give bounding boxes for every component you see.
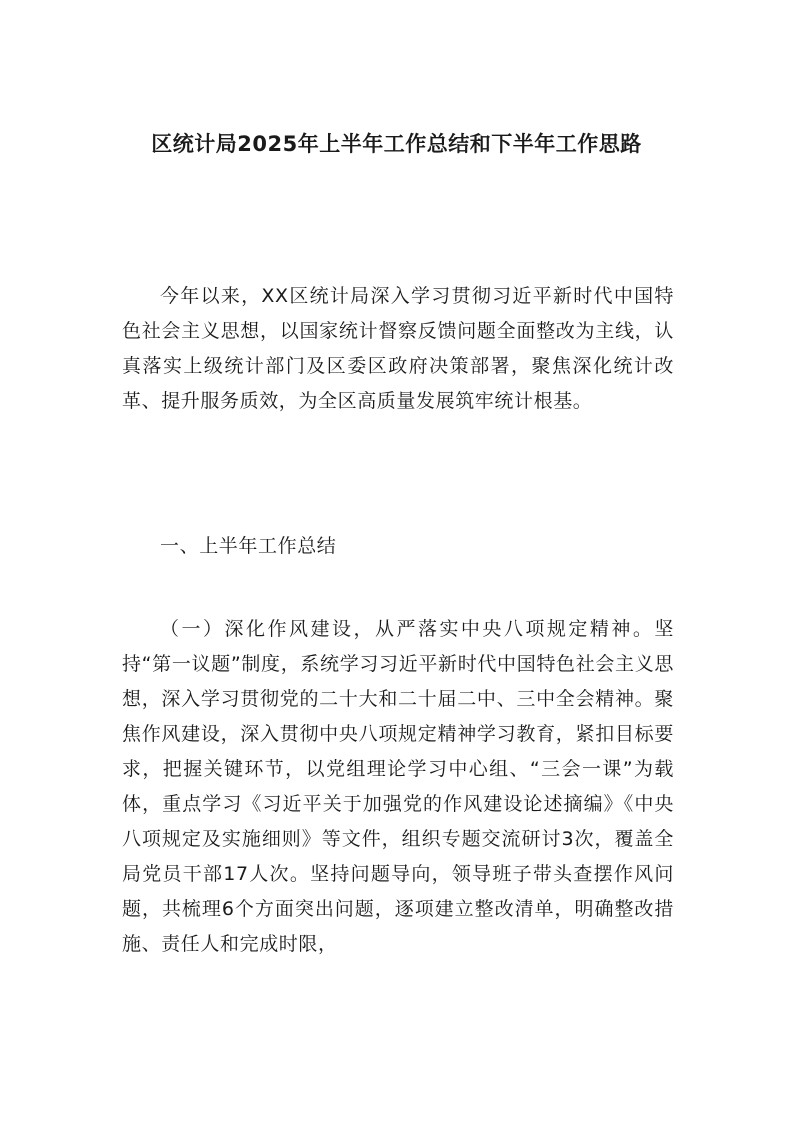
body-paragraph: （一）深化作风建设，从严落实中央八项规定精神。坚持“第一议题”制度，系统学习习近平新时代中国特色社会主义思想，深入学习贯彻党的二十大和二十届二中、三中全会精神。聚焦作风建设，深入贯彻中央八项规定精神学习教育，紧扣目标要求，把握关键环节，以党组理论学习中心组、“三会一课”为载体，重点学习《习近平关于加强党的作风建设论述摘编》《中央八项规定及实施细则》等文件，组织专题交流研讨3次，覆盖全局党员干部17人次。坚持问题导向，领导班子带头查摆作风问题，共梳理6个方面突出问题，逐项建立整改清单，明确整改措施、责任人和完成时限， [122,618,674,955]
document-title: 区统计局2025年上半年工作总结和下半年工作思路 [151,132,642,156]
section-heading: 一、上半年工作总结 [160,535,337,557]
intro-paragraph: 今年以来，XX区统计局深入学习贯彻习近平新时代中国特色社会主义思想，以国家统计督察反馈问题全面整改为主线，认真落实上级统计部门及区委区政府决策部署，聚焦深化统计改革、提升服务质效，为全区高质量发展筑牢统计根基。 [122,285,674,412]
